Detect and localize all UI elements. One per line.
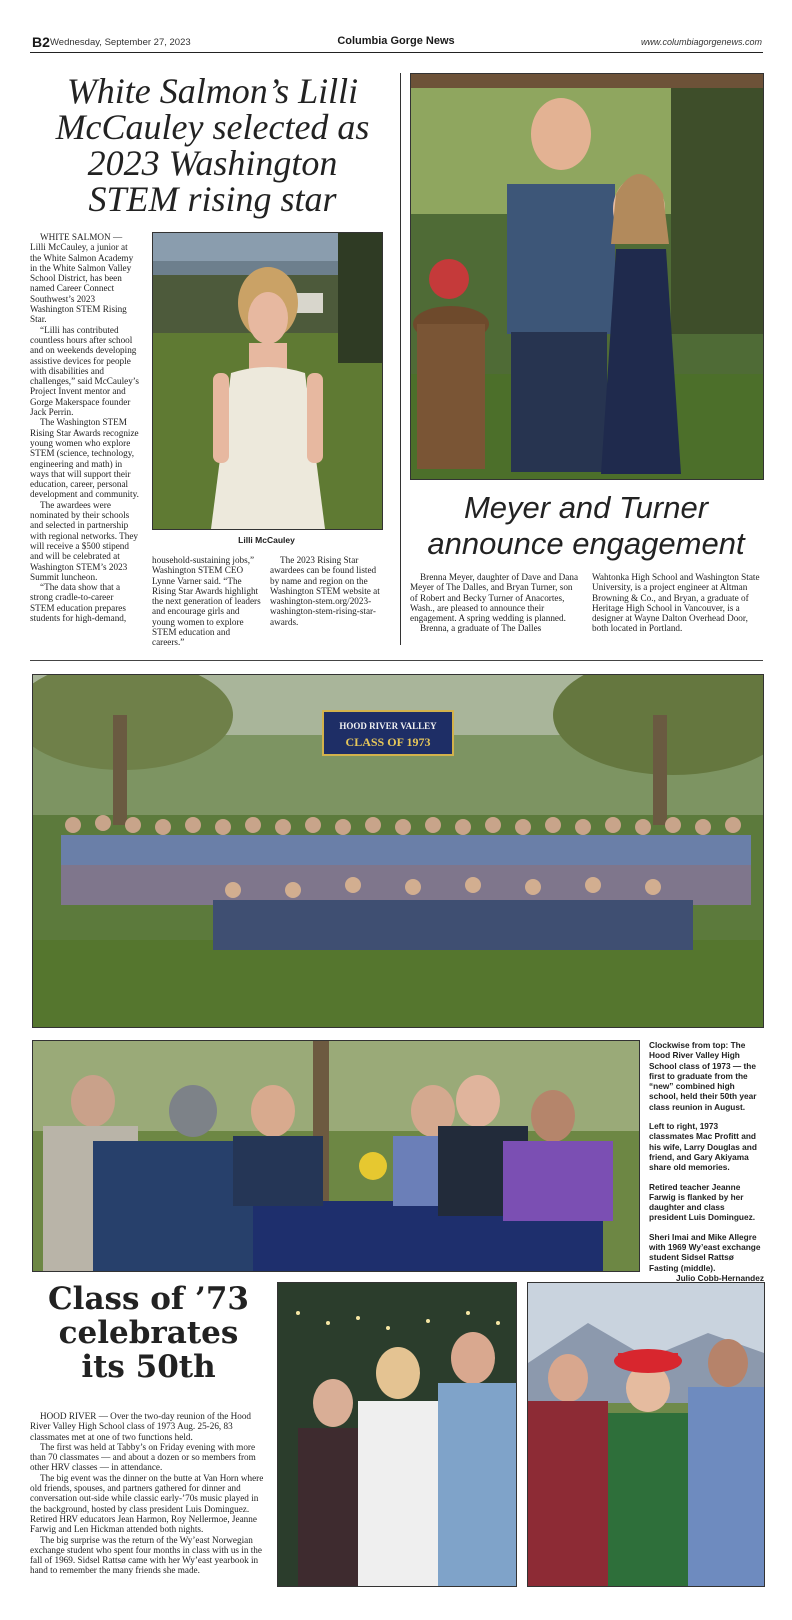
- column-divider: [400, 73, 401, 645]
- paragraph: The first was held at Tabby’s on Friday evening with more than 70 classmates — and about a dozen or so members from other HRV classes — in attendance.: [30, 1441, 256, 1473]
- reunion-headline: Class of ’73 celebrates its 50th: [48, 1281, 249, 1385]
- article1-column-3: [270, 555, 380, 627]
- article1-column-2: [152, 555, 262, 648]
- class-reunion-group-photo: [32, 674, 764, 1028]
- banner-line-1: HOOD RIVER VALLEY: [339, 721, 437, 731]
- caption: Sheri Imai and Mike Allegre with 1969 Wy’east exchange student Sidsel Rattsø Fasting (middle).: [649, 1231, 761, 1273]
- photo-caption: Lilli McCauley: [238, 535, 295, 545]
- issue-date: Wednesday, September 27, 2023: [50, 37, 191, 48]
- page-number: B2: [32, 34, 50, 50]
- reunion-trio-photo-1: [277, 1282, 517, 1587]
- paragraph: “The data show that a strong cradle-to-career STEM education prepares students for high-demand,: [30, 582, 127, 623]
- paragraph: The 2023 Rising Star awardees can be found listed by name and region on the Washington STEM website at washington-stem.org/2023-washington-stem-rising-star-awards.: [270, 555, 380, 627]
- reunion-table-photo: [32, 1040, 640, 1272]
- paragraph: Wahtonka High School and Washington State University, is a project engineer at Altman Browning & Co., and Bryan, a graduate of Heritage High School in Vancouver, is a designer at Wayne Dalton Overhead Door, both located in Portland.: [592, 572, 760, 634]
- lilli-mccauley-photo: [152, 232, 383, 530]
- section-divider: [30, 660, 763, 661]
- caption: Clockwise from top: The Hood River Valley High School class of 1973 — the first to graduate from the “new” combined high school, held their 50th year class reunion in August.: [649, 1040, 757, 1112]
- paragraph: The awardees were nominated by their schools and selected in partnership with regional networks. They will receive a $500 stipend and will be celebrated at Washington STEM’s 2023 Summit luncheon.: [30, 499, 139, 582]
- engagement-photo: [410, 73, 764, 480]
- newspaper-name: Columbia Gorge News: [337, 35, 455, 47]
- website-url[interactable]: www.columbiagorgenews.com: [640, 37, 762, 47]
- paragraph: The Washington STEM Rising Star Awards recognize young women who explore STEM (science, technology, engineering and math) in ways that will support their education, career, personal development and community.: [30, 417, 139, 500]
- article2-headline: Meyer and Turner announce engagement: [427, 490, 745, 561]
- article1-headline: White Salmon’s Lilli McCauley selected as 2023 Washington STEM rising star: [55, 71, 370, 219]
- paragraph: WHITE SALMON — Lilli McCauley, a junior at the White Salmon Academy in the White Salmon Valley School District, has been named Career Connect Southwest’s 2023 Washington STEM Rising Star.: [30, 232, 134, 325]
- header-divider: [30, 52, 763, 53]
- reunion-article-body: [30, 1411, 267, 1576]
- photo-credit: Julio Cobb-Hernandez: [675, 1272, 764, 1283]
- paragraph: The big surprise was the return of the Wy’east Norwegian exchange student who spent four months in class with us in the fall of 1969. Sidsel Rattsø came with her Wy’east yearbook in hand to remember the many friends she made.: [30, 1534, 262, 1576]
- paragraph: Brenna Meyer, daughter of Dave and Dana Meyer of The Dalles, and Bryan Turner, son of Robert and Becky Turner of Anacortes, Wash., are pleased to announce their engagement. A spring wedding is planned.: [410, 572, 579, 624]
- reunion-trio-photo-2: [527, 1282, 765, 1587]
- article2-column-1: [410, 572, 582, 634]
- article2-column-2: [592, 572, 762, 634]
- banner-line-2: CLASS OF 1973: [345, 735, 431, 749]
- paragraph: The big event was the dinner on the butte at Van Horn where old friends, spouses, and partners gathered for dinner and conversation out-side while classic early-’70s music played in the background, hosted by class president Luis Dominguez. Retired HRV educators Jean Harmon, Roy Nellermoe, Jeanne Farwig and Len Hickman attended both nights.: [30, 1472, 264, 1535]
- paragraph: Brenna, a graduate of The Dalles: [420, 623, 542, 634]
- paragraph: household-sustaining jobs,” Washington STEM CEO Lynne Varner said. “The Rising Star Awards highlight the next generation of leaders and encourage girls and young women to explore STEM education and careers.”: [152, 555, 261, 648]
- paragraph: HOOD RIVER — Over the two-day reunion of the Hood River Valley High School class of 1973 Aug. 25-26, 83 classmates met at one of two functions held.: [30, 1411, 252, 1442]
- article1-column-1: [30, 232, 140, 623]
- caption: Retired teacher Jeanne Farwig is flanked by her daughter and class president Luis Dominguez.: [649, 1181, 756, 1223]
- caption: Left to right, 1973 classmates Mac Profitt and his wife, Larry Douglas and friend, and Gary Akiyama share old memories.: [649, 1121, 757, 1173]
- paragraph: “Lilli has contributed countless hours after school and on weekends developing assistive devices for people with disabilities and challenges,” said McCauley’s Project Invent mentor and Gorge Makerspace founder Jack Perrin.: [30, 324, 139, 418]
- reunion-captions: [649, 1040, 764, 1294]
